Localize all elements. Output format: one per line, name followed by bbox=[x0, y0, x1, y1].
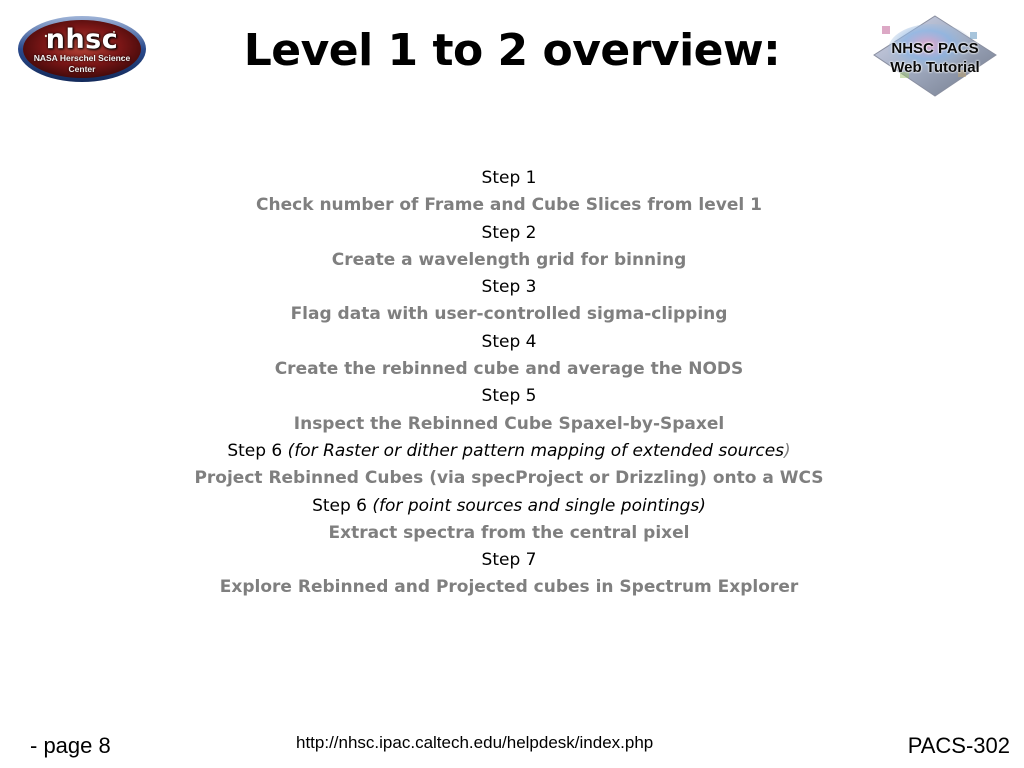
step-note: (for Raster or dither pattern mapping of extended sources bbox=[287, 440, 785, 461]
step-description: Inspect the Rebinned Cube Spaxel-by-Spaxel bbox=[293, 413, 725, 434]
step-description: Extract spectra from the central pixel bbox=[328, 522, 690, 543]
step-label bbox=[100, 493, 918, 520]
step-label: Step 4 bbox=[481, 331, 537, 352]
step-note-close: ) bbox=[784, 440, 791, 461]
nhsc-logo-subtitle-line1: NASA Herschel Science bbox=[33, 53, 131, 63]
pacs-logo-line2: Web Tutorial bbox=[890, 59, 980, 76]
step-label-text: Step 6 bbox=[227, 440, 283, 461]
step-description: Create a wavelength grid for binning bbox=[331, 249, 687, 270]
step-note: (for point sources and single pointings) bbox=[372, 495, 706, 516]
step-description: Project Rebinned Cubes (via specProject or Drizzling) onto a WCS bbox=[194, 468, 824, 489]
slide-title: Level 1 to 2 overview: bbox=[243, 25, 781, 76]
step-label-text: Step 6 bbox=[312, 495, 367, 516]
slide-code: PACS-302 bbox=[907, 733, 1010, 758]
pacs-tutorial-logo bbox=[870, 12, 1000, 98]
nhsc-logo-subtitle bbox=[16, 53, 148, 75]
step-description: Flag data with user-controlled sigma-clipping bbox=[290, 304, 728, 325]
step-description: Create the rebinned cube and average the NODS bbox=[274, 359, 744, 380]
step-label: Step 2 bbox=[481, 222, 537, 243]
steps-list bbox=[100, 165, 918, 602]
step-label: Step 7 bbox=[481, 550, 537, 571]
step-description: Explore Rebinned and Projected cubes in Spectrum Explorer bbox=[219, 577, 799, 598]
step-description: Check number of Frame and Cube Slices from level 1 bbox=[256, 195, 762, 216]
nhsc-logo-subtitle-line2: Center bbox=[68, 64, 96, 74]
nhsc-logo bbox=[16, 14, 148, 84]
step-label: Step 3 bbox=[481, 277, 537, 298]
step-label: Step 5 bbox=[481, 386, 537, 407]
pacs-logo-line1: NHSC PACS bbox=[891, 40, 979, 57]
step-label: Step 1 bbox=[481, 168, 537, 188]
helpdesk-url[interactable]: http://nhsc.ipac.caltech.edu/helpdesk/index.php bbox=[296, 733, 654, 752]
page-number: - page 8 bbox=[30, 733, 111, 758]
step-label bbox=[100, 438, 918, 465]
nhsc-logo-wordmark: nhsc bbox=[45, 24, 119, 55]
